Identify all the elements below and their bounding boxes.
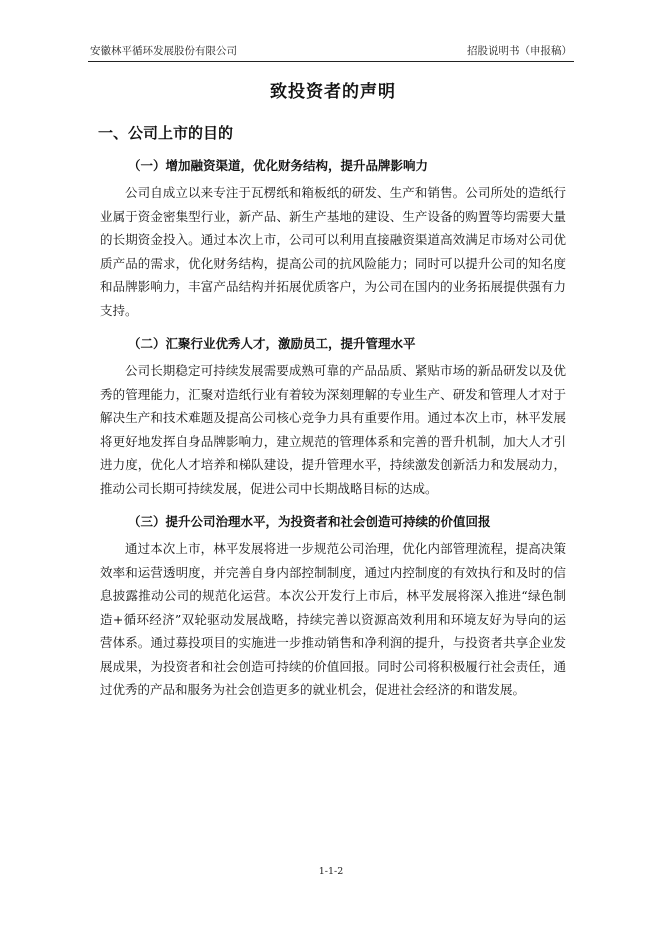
paragraph-3: 通过本次上市，林平发展将进一步规范公司治理，优化内部管理流程，提高决策效率和运营透明度，并完善自身内部控制制度，通过内控制度的有效执行和及时的信息披露推动公司的规范化运营。本次公开发行上市后，林平发展将深入推进“绿色制造+循环经济”双轮驱动发展战略，持续完善以资源高效利用和环境友好为导向的运营体系。通过募投项目的实施进一步推动销售和净利润的提升，与投资者共享企业发展成果，为投资者和社会创造可持续的价值回报。同时公司将积极履行社会责任，通过优秀的产品和服务为社会创造更多的就业机会，促进社会经济的和谐发展。 [100, 541, 566, 697]
subsection-heading-1: （一）增加融资渠道，优化财务结构，提升品牌影响力 [128, 158, 429, 173]
document-body [100, 70, 566, 702]
subsection-heading-2: （二）汇聚行业优秀人才，激励员工，提升管理水平 [128, 336, 416, 351]
page-number: 1-1-2 [318, 866, 344, 877]
document-title: 致投资者的声明 [270, 82, 396, 102]
header-company-name: 安徽林平循环发展股份有限公司 [90, 45, 237, 57]
subsection-heading-3: （三）提升公司治理水平，为投资者和社会创造可持续的价值回报 [128, 514, 491, 529]
paragraph-1: 公司自成立以来专注于瓦楞纸和箱板纸的研发、生产和销售。公司所处的造纸行业属于资金密集型行业，新产品、新生产基地的建设、生产设备的购置等均需要大量的长期资金投入。通过本次上市，公司可以利用直接融资渠道高效满足市场对公司优质产品的需求，优化财务结构，提高公司的抗风险能力；同时可以提升公司的知名度和品牌影响力，丰富产品结构并拓展优质客户，为公司在国内的业务拓展提供强有力支持。 [100, 185, 566, 318]
paragraph-2: 公司长期稳定可持续发展需要成熟可靠的产品品质、紧贴市场的新品研发以及优秀的管理能力，汇聚对造纸行业有着较为深刻理解的专业生产、研发和管理人才对于解决生产和技术难题及提高公司核心竞争力具有重要作用。通过本次上市，林平发展将更好地发挥自身品牌影响力，建立规范的管理体系和完善的晋升机制，加大人才引进力度，优化人才培养和梯队建设，提升管理水平，持续激发创新活力和发展动力，推动公司长期可持续发展，促进公司中长期战略目标的达成。 [100, 363, 566, 496]
header-document-type: 招股说明书（申报稿） [467, 45, 572, 57]
page-header [88, 44, 574, 62]
section-heading: 一、公司上市的目的 [98, 124, 234, 142]
